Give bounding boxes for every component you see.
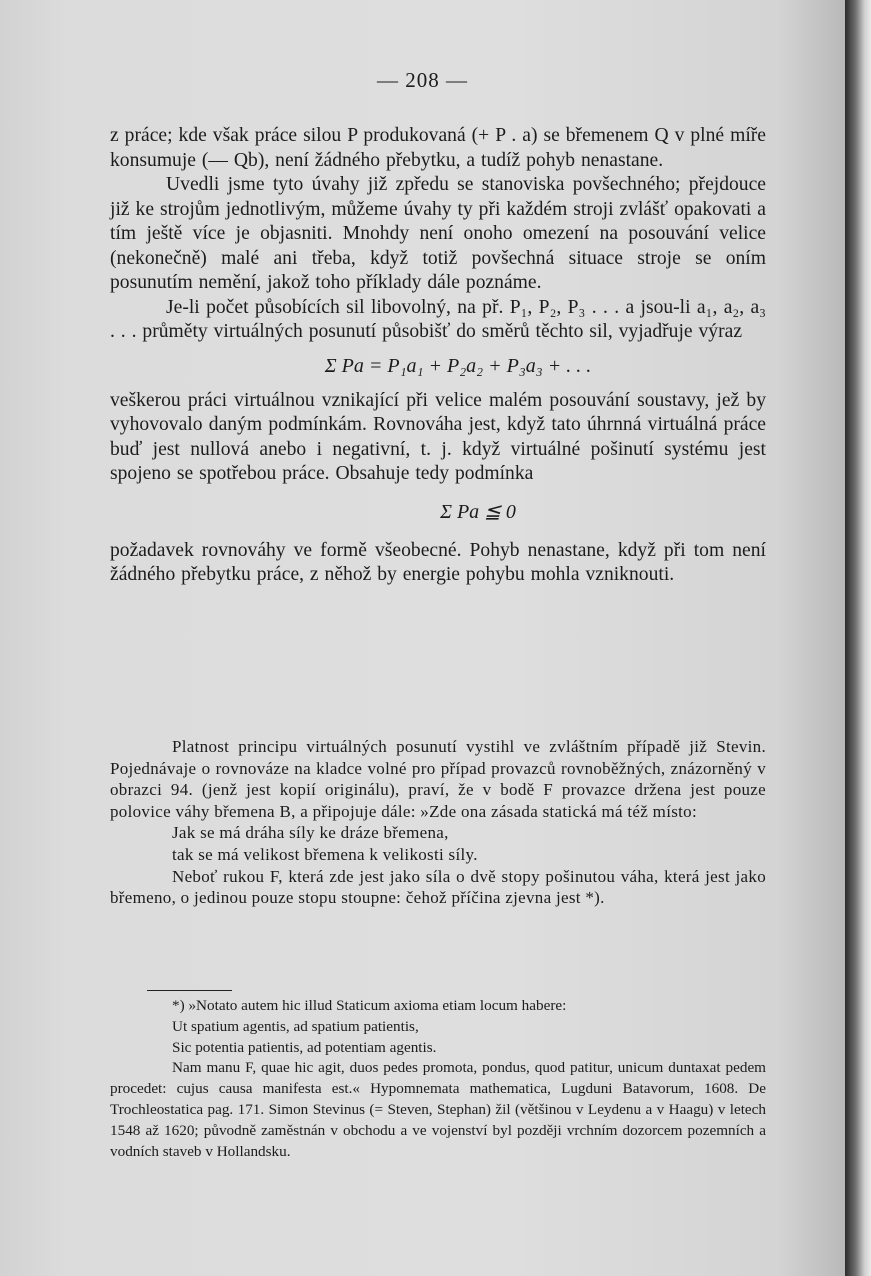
historical-note [110,736,766,909]
verse-line-2: tak se má velikost břemena k velikosti síly. [172,844,478,864]
paragraph-4: veškerou práci virtuálnou vznikající při velice malém posouvání soustavy, jež by vyhovovalo daným podmínkám. Rovnováha jest, když tato úhrnná virtuálná práce buď jest nullová anebo i negativní, t. j. když virtuálné pošinutí systému jest spojeno se spotřebou práce. Obsahuje tedy podmínka [110,389,766,484]
paragraph-5: požadavek rovnováhy ve formě všeobecné. Pohyb nenastane, když při tom není žádného přebytku práce, z něhož by energie pohybu mohla vzniknouti. [110,539,766,585]
footnotes [110,996,766,1162]
main-text [110,124,766,588]
footnote-line-1: *) »Notato autem hic illud Staticum axioma etiam locum habere: [172,997,567,1014]
footnote-rule [147,990,232,991]
page-number: — 208 — [377,68,468,92]
small-paragraph-2: Neboť rukou F, která zde jest jako síla o dvě stopy pošinutou váha, která jest jako břemeno, o jedinou pouze stopu stoupne: čehož příčina zjevna jest *). [110,866,766,908]
footnote-paragraph: Nam manu F, quae hic agit, duos pedes promota, pondus, quod patitur, unicum duntaxat pedem procedet: cujus causa manifesta est.« Hypomnemata mathematica, Lugduni Batavorum, 1608. De Trochleostatica pag. 171. Simon Stevinus (= Steven, Stephan) žil (většinou v Leydenu a v Haagu) v letech 1548 až 1620; původně zaměstnán v obchodu a ve vojenství byl později vrchním dozorcem pozemních a vodních staveb v Hollandsku. [110,1059,766,1160]
equation-equilibrium-condition: Σ Pa ≦ 0 [440,500,516,523]
paragraph-3: Je-li počet působících sil libovolný, na př. P₁, P₂, P₃ . . . a jsou-li a₁, a₂, a₃ . . . průměty virtuálných posunutí působišť do směrů těchto sil, vyjadřuje výraz [110,296,766,342]
page-edge [845,0,871,1276]
footnote-line-3: Sic potentia patientis, ad potentiam agentis. [172,1038,437,1056]
verse-line-1: Jak se má dráha síly ke dráze břemena, [172,823,449,843]
footnote-line-2: Ut spatium agentis, ad spatium patientis, [172,1017,419,1035]
small-paragraph-1: Platnost principu virtuálných posunutí vystihl ve zvláštním případě již Stevin. Pojednávaje o rovnováze na kladce volné pro případ provazců rovnoběžných, znázorněný v obrazci 94. (jenž jest kopií originálu), praví, že v bodě F provazce držena jest pouze polovice váhy břemena B, a připojuje dále: »Zde ona zásada statická má též místo: [110,737,766,821]
paragraph-1: z práce; kde však práce silou P produkovaná (+ P . a) se břemenem Q v plné míře konsumuje (— Qb), není žádného přebytku, a tudíž pohyb nenastane. [110,125,766,171]
equation-sum-work: Σ Pa = P₁a₁ + P₂a₂ + P₃a₃ + . . . [324,354,592,377]
paragraph-2: Uvedli jsme tyto úvahy již zpředu se stanoviska povšechného; přejdouce již ke strojům jednotlivým, můžeme úvahy ty při každém stroji zvlášť opakovati a tím ještě více je objasniti. Mnohdy není onoho omezení na posouvání velice (nekonečně) malé ani třeba, když totiž povšechná situace stroje se oním posunutím nemění, jakož toho příklady dále poznáme. [110,174,766,293]
